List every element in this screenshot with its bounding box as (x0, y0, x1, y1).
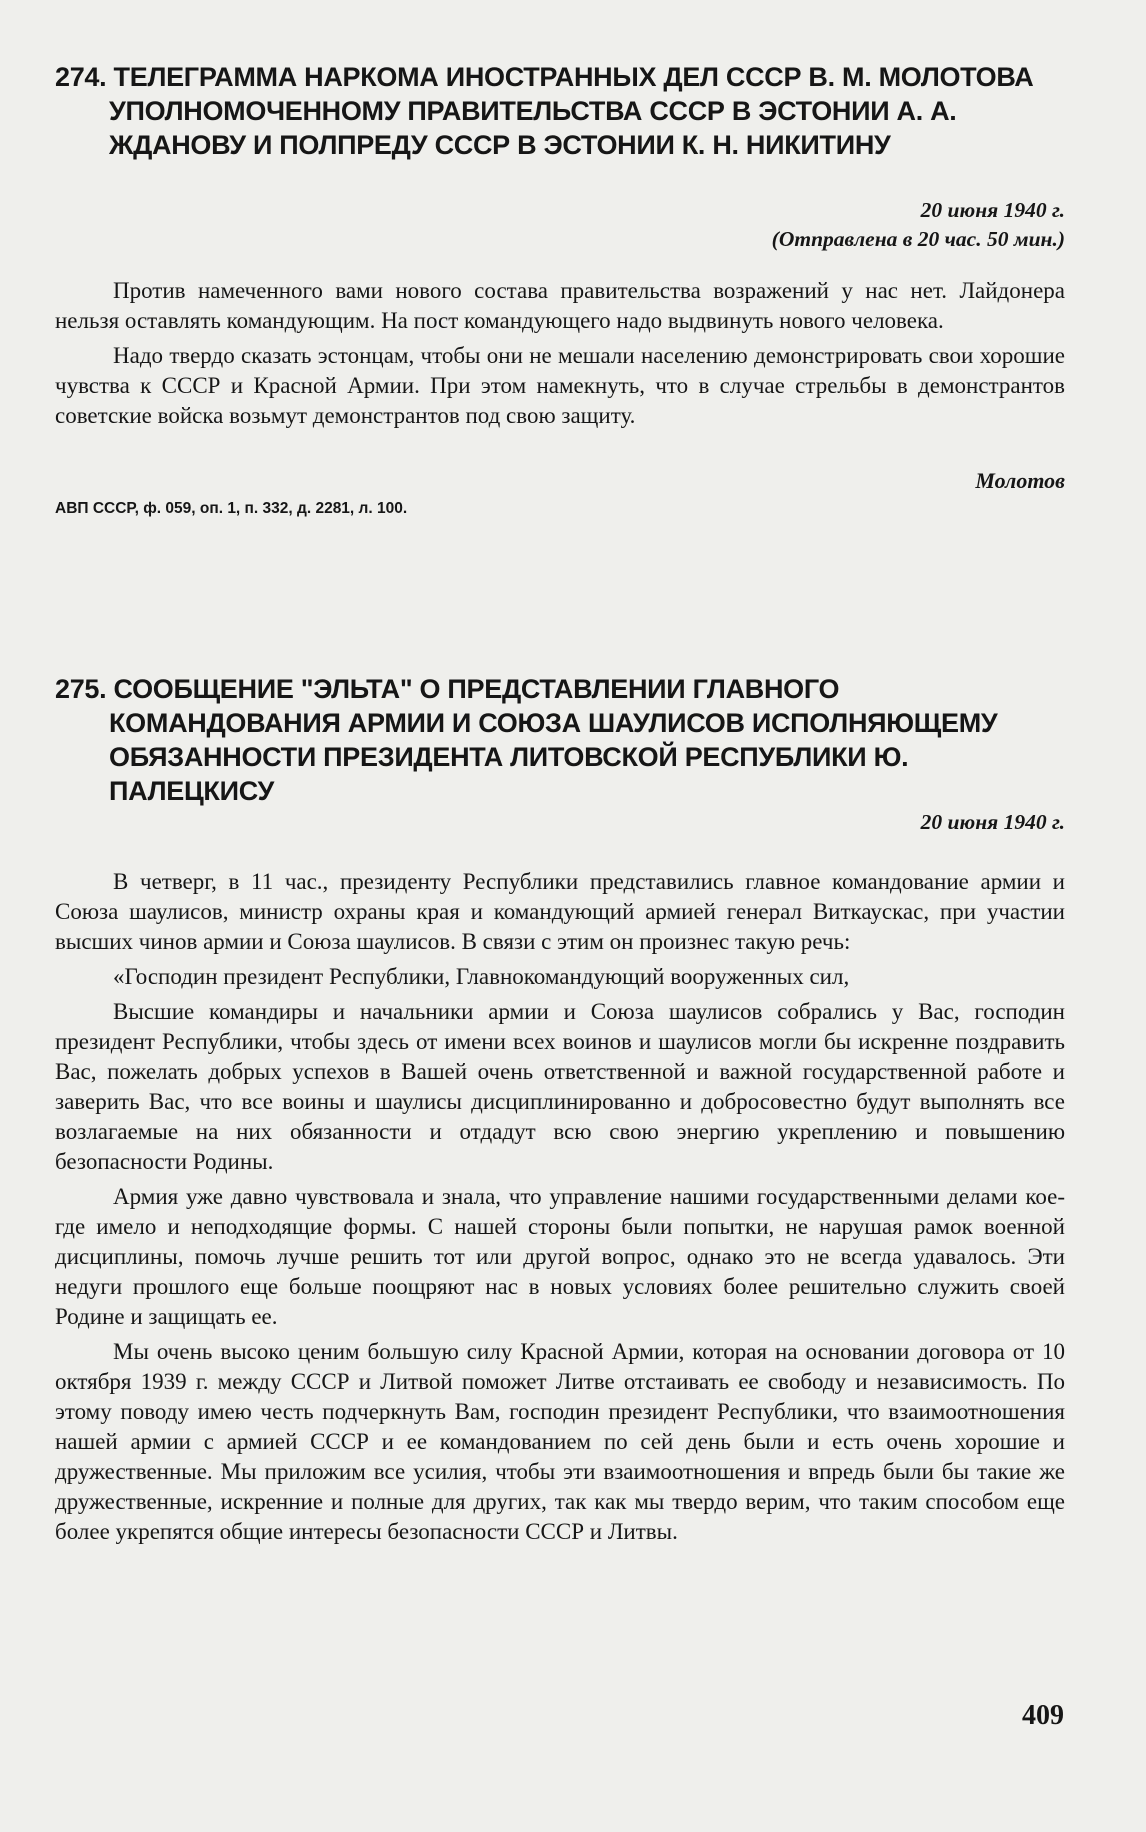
doc-274-signature: Молотов (975, 468, 1065, 493)
doc-274-paragraph-2: Надо твердо сказать эстонцам, чтобы они не мешали населению демонстрировать свои хорошие чувства к СССР и Красной Армии. При этом намекнуть, что в случае стрельбы в демонстрантов советские войска возьмут демонстрантов под свою защиту. (55, 343, 1065, 428)
doc-274-archive-reference: АВП СССР, ф. 059, оп. 1, п. 332, д. 2281, л. 100. (55, 500, 408, 517)
doc-274-title: 274. ТЕЛЕГРАММА НАРКОМА ИНОСТРАННЫХ ДЕЛ СССР В. М. МОЛОТОВА УПОЛНОМОЧЕННОМУ ПРАВИТЕЛЬСТВА СССР В ЭСТОНИИ А. А. ЖДАНОВУ И ПОЛПРЕДУ СССР В ЭСТОНИИ К. Н. НИКИТИНУ (55, 62, 1034, 160)
doc-274-sent-time: (Отправлена в 20 час. 50 мин.) (771, 227, 1065, 251)
doc-275-paragraph-3: Высшие командиры и начальники армии и Союза шаулисов собрались у Вас, господин президент Республики, чтобы здесь от имени всех воинов и шаулисов могли бы искренне поздравить Вас, пожелать добрых успехов в Вашей очень ответственной и важной государственной работе и заверить Вас, что все воины и шаулисы дисциплинированно и добросовестно будут выполнять все возлагаемые на них обязанности и отдадут всю свою энергию укреплению и повышению безопасности Родины. (55, 999, 1065, 1174)
document-274 (55, 60, 1065, 521)
page-number: 409 (1022, 1700, 1064, 1731)
doc-275-paragraph-5: Мы очень высоко ценим большую силу Красной Армии, которая на основании договора от 10 октября 1939 г. между СССР и Литвой поможет Литве отстаивать ее свободу и независимость. По этому поводу имею честь подчеркнуть Вам, господин президент Республики, что взаимоотношения нашей армии с армией СССР и ее командованием по сей день были и есть очень хорошие и дружественные. Мы приложим все усилия, чтобы эти взаимоотношения и впредь были бы такие же дружественные, искренние и полные для других, так как мы твердо верим, что таким способом еще более укрепятся общие интересы безопасности СССР и Литвы. (55, 1339, 1065, 1544)
doc-275-date: 20 июня 1940 г. (920, 810, 1065, 834)
doc-275-paragraph-1: В четверг, в 11 час., президенту Республики представились главное командование армии и Союза шаулисов, министр охраны края и командующий армией генерал Виткаускас, при участии высших чинов армии и Союза шаулисов. В связи с этим он произнес такую речь: (55, 869, 1065, 954)
doc-274-date: 20 июня 1940 г. (920, 198, 1065, 222)
document-275 (55, 672, 1065, 1552)
doc-274-paragraph-1: Против намеченного вами нового состава правительства возражений у нас нет. Лайдонера нельзя оставлять командующим. На пост командующего надо выдвинуть нового человека. (55, 278, 1065, 333)
doc-275-title: 275. СООБЩЕНИЕ "ЭЛЬТА" О ПРЕДСТАВЛЕНИИ ГЛАВНОГО КОМАНДОВАНИЯ АРМИИ И СОЮЗА ШАУЛИСОВ ИСПОЛНЯЮЩЕМУ ОБЯЗАННОСТИ ПРЕЗИДЕНТА ЛИТОВСКОЙ РЕСПУБЛИКИ Ю. ПАЛЕЦКИСУ (55, 674, 998, 806)
doc-275-paragraph-4: Армия уже давно чувствовала и знала, что управление нашими государственными делами кое-где имело и неподходящие формы. С нашей стороны были попытки, не нарушая рамок военной дисциплины, помочь лучше решить тот или другой вопрос, однако это не всегда удавалось. Эти недуги прошлого еще больше поощряют нас в новых условиях более решительно служить своей Родине и защищать ее. (55, 1184, 1065, 1329)
doc-275-paragraph-2: «Господин президент Республики, Главнокомандующий вооруженных сил, (113, 964, 850, 989)
